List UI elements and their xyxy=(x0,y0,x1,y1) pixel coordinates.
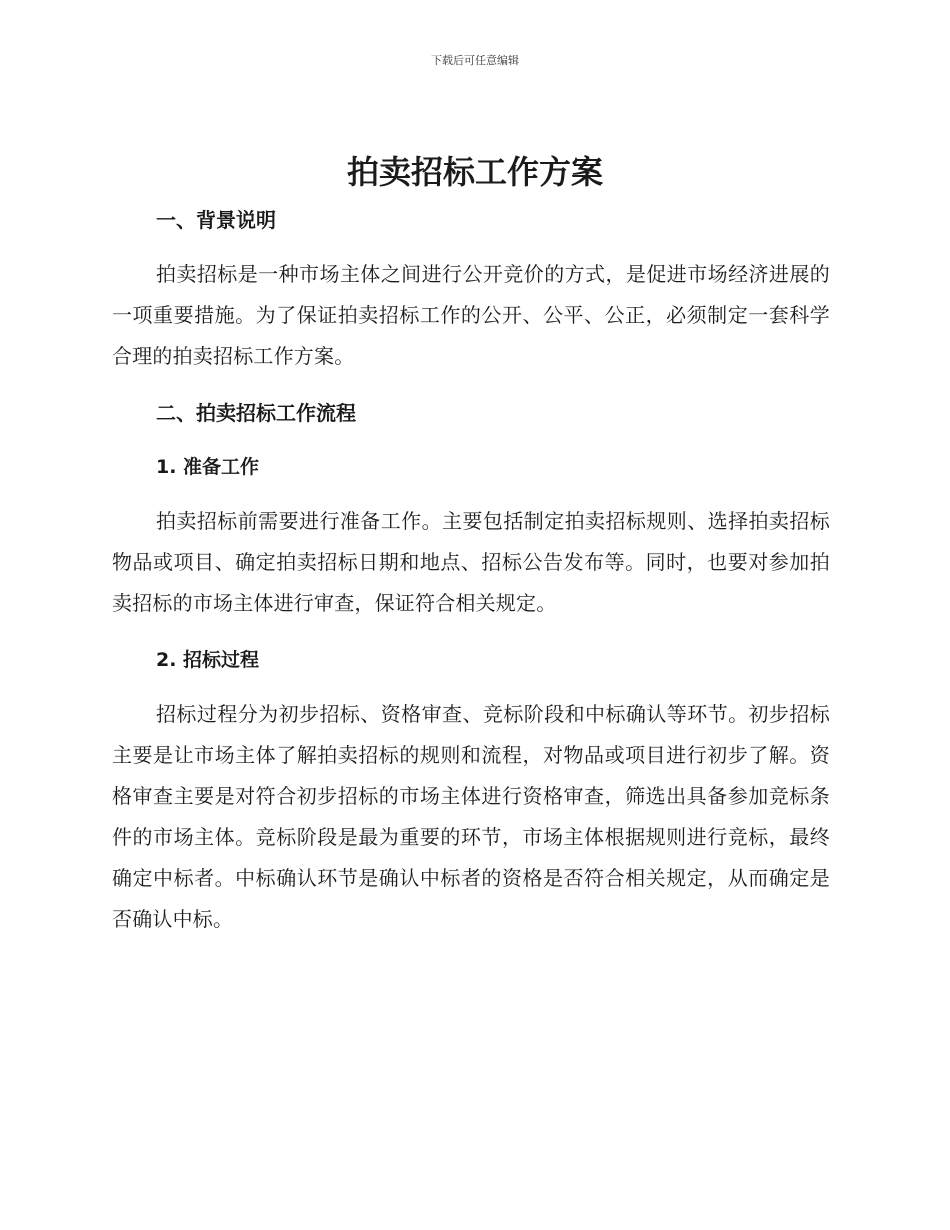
subsection-heading-preparation: 1. 准备工作 xyxy=(156,456,260,478)
section-heading-background: 一、背景说明 xyxy=(156,208,276,232)
document-body xyxy=(112,200,830,940)
preparation-paragraph: 拍卖招标前需要进行准备工作。主要包括制定拍卖招标规则、选择拍卖招标物品或项目、确定拍卖招标日期和地点、招标公告发布等。同时，也要对参加拍卖招标的市场主体进行审查，保证符合相关规定。 xyxy=(112,509,830,615)
subsection-heading-bidding-process: 2. 招标过程 xyxy=(156,649,260,671)
page-header: 下载后可任意编辑 xyxy=(431,54,519,67)
background-paragraph: 拍卖招标是一种市场主体之间进行公开竞价的方式，是促进市场经济进展的一项重要措施。为了保证拍卖招标工作的公开、公平、公正，必须制定一套科学合理的拍卖招标工作方案。 xyxy=(112,262,830,368)
section-heading-process: 二、拍卖招标工作流程 xyxy=(156,401,356,425)
document-title: 拍卖招标工作方案 xyxy=(346,153,603,191)
bidding-process-paragraph: 招标过程分为初步招标、资格审查、竞标阶段和中标确认等环节。初步招标主要是让市场主体了解拍卖招标的规则和流程，对物品或项目进行初步了解。资格审查主要是对符合初步招标的市场主体进行资格审查，筛选出具备参加竞标条件的市场主体。竞标阶段是最为重要的环节，市场主体根据规则进行竞标，最终确定中标者。中标确认环节是确认中标者的资格是否符合相关规定，从而确定是否确认中标。 xyxy=(112,702,830,931)
